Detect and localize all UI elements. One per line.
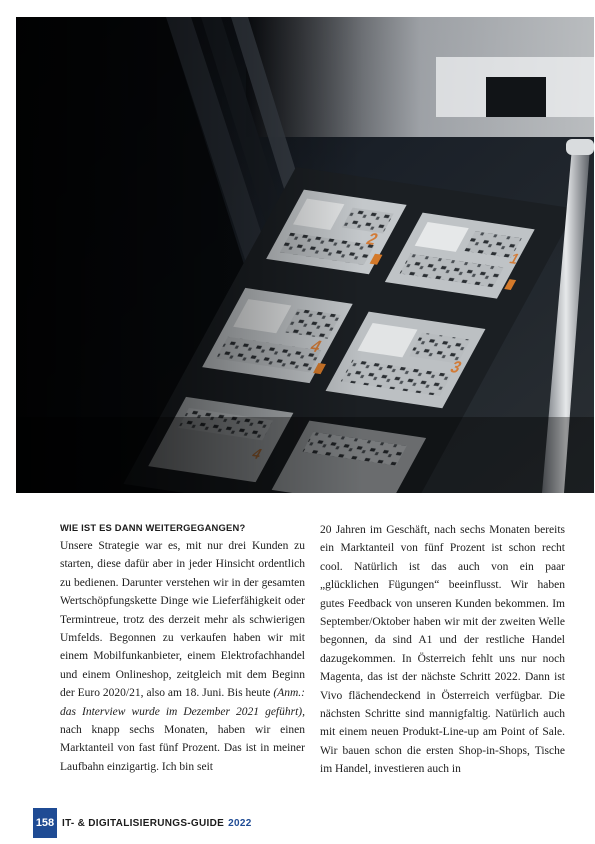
guide-year: 2022 — [228, 817, 252, 829]
body-text: nach knapp sechs Monaten, haben wir einen Marktanteil von fast fünf Prozent. Das ist in meiner Laufbahn einzigartig. Ich bin seit — [60, 724, 305, 773]
page-number: 158 — [33, 808, 57, 838]
article-column-left — [60, 521, 305, 776]
body-text: Unsere Strategie war es, mit nur drei Kunden zu starten, diese dafür aber in jeder Hinsicht ordentlich zu bedienen. Darunter verstehen wir in der gesamten Wertschöpfungskette Dinge wie Lieferfähigkeit oder Termintreue, trotz des derzeit mehr als schwierigen Umfelds. Begonnen zu verkaufen haben wir mit einem Mobilfunkanbieter, einem Elektrofachhandel und einem Onlineshop, zeitgleich mit dem Beginn der Euro 2020/21, also am 18. Juni. Bis heute — [60, 540, 305, 700]
guide-title: IT- & DIGITALISIERUNGS-GUIDE — [62, 817, 225, 829]
interview-note: (Anm.: das Interview wurde im Dezember 2021 geführt), — [60, 687, 305, 718]
section-heading: WIE IST ES DANN WEITERGEGANGEN? — [60, 522, 246, 533]
body-paragraph: 20 Jahren im Geschäft, nach sechs Monaten bereits ein Marktanteil von fünf Prozent ist schon recht cool. Natürlich ist das auch von ein paar „glücklichen Fügungen“ beeinflusst. Wir haben gutes Feedback von unseren Kunden bekommen. Im September/Oktober haben wir mit der zweiten Welle begonnen, da sind A1 und der restliche Handel dazugekommen. In Österreich fehlt uns nur noch Magenta, das ist der nächste Schritt 2022. Dann ist Vivo flächendeckend in Österreich verfügbar. Die nächsten Schritte sind mannigfaltig. Natürlich auch mit einem neuen Produkt-Line-up am Point of Sale. Wir bauen schon die ersten Shop-in-Shops, Tische im Handel, investieren auch in — [320, 524, 565, 776]
circuit-board-photo — [16, 17, 594, 493]
body-paragraph — [60, 537, 305, 776]
article-column-right — [320, 521, 565, 779]
page-footer — [33, 808, 252, 838]
